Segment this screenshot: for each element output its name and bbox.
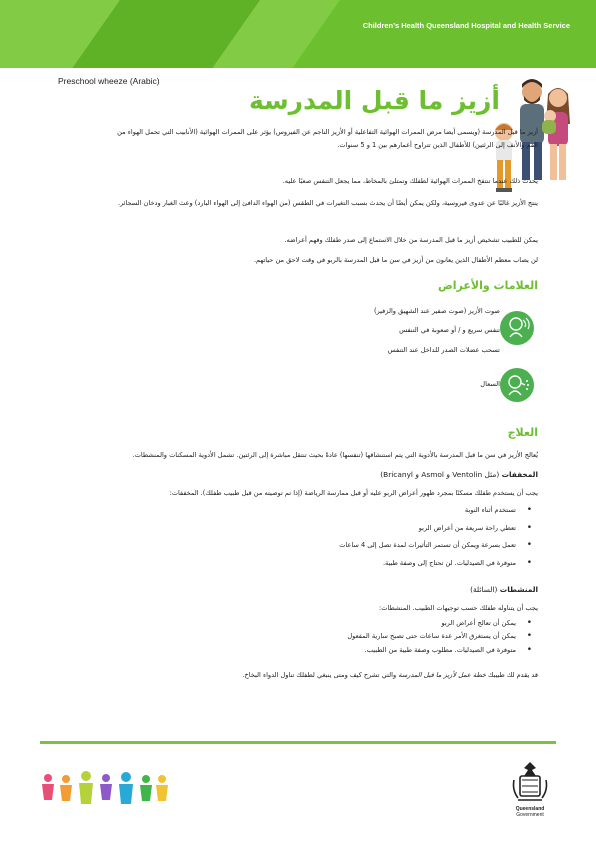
symptom-item-cough: السعال bbox=[480, 380, 500, 388]
child-coughing-icon bbox=[500, 368, 534, 402]
list-item: • يمكن أن يستغرق الأمر عدة ساعات حتى تصبح سارية المفعول bbox=[347, 630, 532, 643]
footer-divider bbox=[40, 741, 556, 744]
list-item: • تستخدم أثناء النوبة bbox=[339, 502, 532, 520]
relievers-heading bbox=[380, 470, 538, 479]
child-breathing-icon bbox=[500, 311, 534, 345]
organization-name: Children’s Health Queensland Hospital and Health Service bbox=[362, 21, 570, 30]
relievers-heading-examples: (مثل Ventolin و Asmol و Bricanyl) bbox=[380, 470, 502, 479]
intro-paragraph-3: ينتج الأزيز غالبًا عن عدوى فيروسية، ولكن يمكن أيضًا أن يحدث بسبب التغيرات في الطقس (من الهواء الدافئ إلى الهواء البارد) وعث الغبار ودخان السجائر. bbox=[117, 199, 538, 207]
list-item: • متوفرة في الصيدليات. لن تحتاج إلى وصفة طبية. bbox=[339, 555, 532, 573]
action-plan-note-end: والتي تشرح كيف ومتى ينبغي لطفلك تناول الدواء البخاخ. bbox=[242, 671, 399, 679]
symptoms-heading: العلامات والأعراض bbox=[437, 279, 538, 292]
children-silhouettes-logo bbox=[40, 770, 170, 808]
preventers-intro: يجب أن يتناوله طفلك حسب توجيهات الطبيب. المنشطات: bbox=[379, 604, 538, 612]
relievers-heading-bold: المخففات bbox=[501, 470, 538, 479]
header-banner bbox=[0, 0, 596, 68]
action-plan-link-text: خطة عمل لأزيز ما قبل المدرسة bbox=[398, 671, 486, 679]
list-item: • يمكن أن تعالج أعراض الربو bbox=[347, 617, 532, 630]
list-item: • متوفرة في الصيدليات. مطلوب وصفة طبية من الطبيب. bbox=[347, 644, 532, 657]
relievers-intro: يجب أن يستخدم طفلك مسكنًا بمجرد ظهور أعراض الربو عليه أو قبل ممارسة الرياضة (إذا تم توصيته من قبل طبيب طفلك). المخففات: bbox=[169, 489, 538, 497]
intro-paragraph-1: أزيز ما قبل المدرسة (ويسمى أيضا مرض الممرات الهوائية التفاعلية أو الأزيز الناجم عن الفيروس) يؤثر على الممرات الهوائية (الأنابيب التي تحمل الهواء من الفم والأنف إلى الرئتين) للأطفال الذين تتراوح أعمارهم بين 1 و 5 سنوات. bbox=[117, 128, 538, 149]
preventers-heading bbox=[470, 585, 538, 594]
intro-paragraph-2: يحدث ذلك عندما تنتفخ الممرات الهوائية لطفلك وتمتلئ بالمخاط، مما يجعل التنفس صعبًا عليه. bbox=[282, 177, 538, 185]
preventers-heading-note: (السائلة) bbox=[470, 585, 500, 594]
treatment-heading: العلاج bbox=[507, 426, 538, 439]
english-subtitle: Preschool wheeze (Arabic) bbox=[58, 76, 160, 86]
symptom-item-fast-breathing: تنفس سريع و / أو صعوبة في التنفس bbox=[399, 326, 500, 334]
symptom-item-wheeze: صوت الأزيز (صوت صفير عند الشهيق والزفير) bbox=[373, 307, 500, 315]
symptom-item-chest-retraction: تسحب عضلات الصدر للداخل عند التنفس bbox=[387, 346, 500, 354]
treatment-intro: يُعالج الأزيز في سن ما قبل المدرسة بالأدوية التي يتم استنشاقها (تنفسها) عادةً بحيث تنتقل مباشرة إلى الرئتين. تشمل الأدوية المسكنات والمنشطات. bbox=[132, 451, 538, 459]
queensland-government-wordmark bbox=[503, 806, 557, 818]
action-plan-note-start: قد يقدم لك طبيبك bbox=[485, 671, 538, 679]
preventers-heading-bold: المنشطات bbox=[499, 585, 538, 594]
page-title: أزيز ما قبل المدرسة bbox=[248, 86, 500, 115]
gov-line-2: Government bbox=[516, 812, 544, 818]
preventers-list bbox=[347, 617, 532, 657]
relievers-list bbox=[339, 502, 532, 572]
intro-paragraph-4: يمكن للطبيب تشخيص أزيز ما قبل المدرسة من خلال الاستماع إلى صدر طفلك وفهم أعراضه. bbox=[284, 236, 538, 244]
action-plan-note bbox=[58, 669, 538, 682]
gov-line-1: Queensland bbox=[515, 806, 545, 812]
list-item: • تعطي راحة سريعة من أعراض الربو bbox=[339, 520, 532, 538]
list-item: • تعمل بسرعة ويمكن أن تستمر التأثيرات لمدة تصل إلى 4 ساعات bbox=[339, 537, 532, 555]
intro-paragraph-5: لن يصاب معظم الأطفال الذين يعانون من أزيز في سن ما قبل المدرسة بالربو في وقت لاحق من حياتهم. bbox=[253, 256, 538, 264]
